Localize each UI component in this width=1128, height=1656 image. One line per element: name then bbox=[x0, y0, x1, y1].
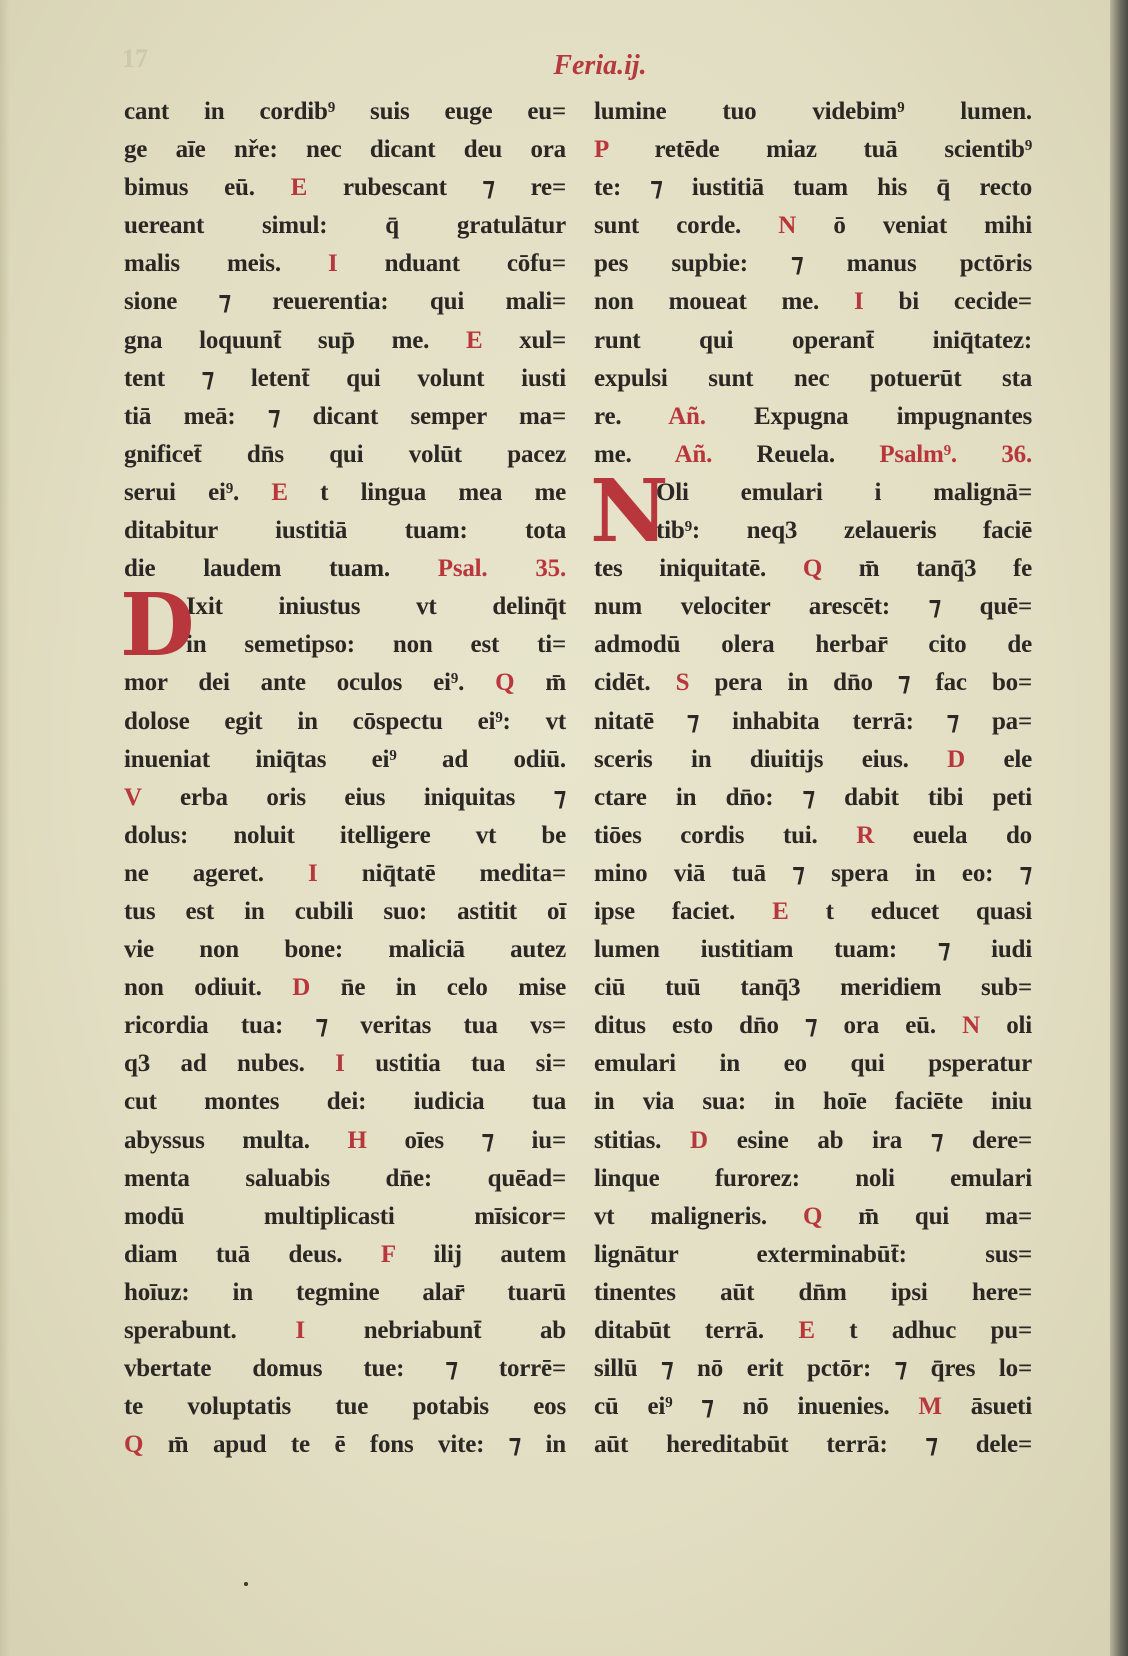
text-line bbox=[124, 131, 566, 169]
text-line bbox=[594, 169, 1032, 207]
text-segment: niq̄tatē medita= bbox=[317, 859, 566, 887]
text-segment: cū ei⁹ ⁊ nō inuenies. bbox=[594, 1393, 919, 1421]
text-segment: die laudem tuam. bbox=[124, 555, 438, 583]
text-line bbox=[594, 626, 1032, 664]
text-segment: re. bbox=[594, 402, 669, 430]
page-left-edge bbox=[0, 0, 10, 1656]
drop-cap-initial: N bbox=[590, 461, 669, 562]
text-segment: tib⁹: neq3 zelaueris faciē bbox=[656, 517, 1032, 545]
text-segment: ciū tuū tanq̄3 meridiem sub= bbox=[594, 974, 1032, 1002]
page-right-edge-shadow bbox=[1110, 0, 1128, 1656]
text-segment: ustitia tua si= bbox=[344, 1050, 566, 1078]
text-line bbox=[124, 93, 566, 131]
text-line bbox=[594, 1198, 1032, 1236]
text-line bbox=[594, 398, 1032, 436]
text-segment: m̄ apud te ē fons vite: ⁊ in bbox=[143, 1431, 566, 1459]
text-segment: āsueti bbox=[941, 1393, 1032, 1421]
text-line bbox=[124, 1122, 566, 1160]
text-column-left bbox=[120, 93, 567, 1464]
text-segment: Expugna impugnantes bbox=[705, 402, 1032, 430]
text-segment: vbertate domus tue: ⁊ torrē= bbox=[124, 1355, 566, 1383]
text-line bbox=[124, 1198, 566, 1236]
text-segment: mino viā tuā ⁊ spera in eo: ⁊ bbox=[594, 859, 1032, 887]
text-line bbox=[594, 93, 1032, 131]
text-line bbox=[124, 207, 566, 245]
text-line bbox=[124, 1426, 566, 1464]
text-segment: cant in cordib⁹ suis euge eu= bbox=[124, 98, 566, 125]
text-line bbox=[124, 817, 566, 855]
text-line bbox=[594, 969, 1032, 1007]
rubricated-text: R bbox=[856, 821, 875, 849]
text-line bbox=[124, 1160, 566, 1198]
rubricated-text: I bbox=[335, 1050, 345, 1078]
rubricated-text: E bbox=[271, 478, 288, 506]
text-segment: num velociter arescēt: ⁊ quē= bbox=[594, 593, 1032, 621]
text-segment: non odiuit. bbox=[124, 974, 293, 1002]
text-segment: tiā meā: ⁊ dicant semper ma= bbox=[124, 402, 566, 430]
text-line bbox=[594, 931, 1032, 969]
rubricated-text: Q bbox=[124, 1431, 144, 1459]
text-segment: rubescant ⁊ re= bbox=[307, 174, 566, 202]
rubricated-text: Q bbox=[802, 1202, 823, 1230]
text-line bbox=[124, 931, 566, 969]
rubricated-text: D bbox=[292, 974, 311, 1002]
text-line bbox=[594, 703, 1032, 741]
text-segment: runt qui operant̄ iniq̄tatez: bbox=[594, 326, 1032, 354]
text-segment: in via sua: in hoīe faciēte iniu bbox=[594, 1088, 1032, 1116]
text-line bbox=[124, 1388, 566, 1426]
text-segment: diam tuā deus. bbox=[124, 1240, 381, 1268]
text-segment: bi cecide= bbox=[863, 288, 1032, 316]
text-segment: te voluptatis tue potabis eos bbox=[124, 1393, 566, 1421]
text-segment: vt maligneris. bbox=[594, 1202, 803, 1230]
text-line bbox=[594, 1350, 1032, 1388]
rubricated-text: E bbox=[772, 897, 789, 925]
rubricated-text: I bbox=[308, 859, 318, 887]
text-line bbox=[594, 283, 1032, 321]
text-line bbox=[594, 1083, 1032, 1121]
text-line bbox=[594, 1312, 1032, 1350]
rubricated-text: I bbox=[295, 1317, 305, 1344]
text-segment: retēde miaz tuā scientib⁹ bbox=[607, 136, 1032, 164]
text-line bbox=[124, 1083, 566, 1121]
text-segment: lumine tuo videbim⁹ lumen. bbox=[594, 98, 1032, 125]
text-segment: serui ei⁹. bbox=[124, 478, 272, 506]
text-segment: uereant simul: q̄ gratulātur bbox=[124, 212, 566, 240]
text-segment: ilij autem bbox=[395, 1240, 566, 1268]
text-segment: t lingua mea me bbox=[287, 478, 567, 506]
ink-speck bbox=[244, 1582, 248, 1586]
text-segment: me. bbox=[594, 440, 675, 468]
text-segment: aūt hereditabūt terrā: ⁊ dele= bbox=[594, 1431, 1032, 1459]
text-line bbox=[124, 169, 566, 207]
text-line bbox=[594, 664, 1032, 702]
rubricated-text: Añ. bbox=[674, 440, 713, 468]
text-segment: ge aīe nře: nec dicant deu ora bbox=[124, 136, 566, 164]
text-segment: q3 ad nubes. bbox=[124, 1050, 336, 1078]
text-line bbox=[594, 207, 1032, 245]
text-segment: erba oris eius iniquitas ⁊ bbox=[141, 783, 566, 811]
text-segment: expulsi sunt nec potuerūt sta bbox=[594, 364, 1032, 392]
text-segment: te: ⁊ iustitiā tuam his q̄ recto bbox=[594, 174, 1032, 202]
text-line bbox=[594, 1274, 1032, 1312]
text-segment: sunt corde. bbox=[594, 212, 779, 240]
text-segment: Ixit iniustus vt delinq̄t bbox=[186, 593, 566, 621]
text-line bbox=[124, 1236, 566, 1274]
text-segment: tiōes cordis tui. bbox=[594, 821, 857, 849]
text-segment: ō veniat mihi bbox=[796, 212, 1033, 240]
text-line bbox=[594, 1007, 1032, 1045]
text-line bbox=[124, 1007, 566, 1045]
text-line bbox=[124, 360, 566, 398]
rubricated-text: Q bbox=[802, 555, 823, 583]
text-segment: bimus eū. bbox=[124, 174, 291, 202]
text-line bbox=[594, 855, 1032, 893]
text-segment: ne ageret. bbox=[124, 859, 309, 887]
text-line bbox=[124, 893, 566, 931]
text-segment: menta saluabis dn̄e: quēad= bbox=[124, 1164, 566, 1192]
rubricated-text: M bbox=[918, 1393, 942, 1421]
text-line bbox=[594, 1122, 1032, 1160]
rubricated-text: N bbox=[962, 1012, 980, 1040]
text-line bbox=[594, 741, 1032, 779]
text-segment: pera in dn̄o ⁊ fac bo= bbox=[689, 669, 1032, 697]
text-segment: abyssus multa. bbox=[124, 1126, 348, 1154]
rubricated-text: I bbox=[854, 288, 864, 316]
text-segment: tus est in cubili suo: astitit oī bbox=[124, 897, 566, 925]
rubricated-text: D bbox=[690, 1126, 708, 1154]
text-segment: Reuela. bbox=[712, 440, 880, 468]
text-segment: emulari in eo qui psperatur bbox=[594, 1050, 1032, 1078]
text-column-right bbox=[590, 93, 1033, 1464]
text-segment: oīes ⁊ iu= bbox=[366, 1126, 567, 1154]
text-segment: ricordia tua: ⁊ veritas tua vs= bbox=[124, 1012, 566, 1040]
text-segment: pes supbie: ⁊ manus pctōris bbox=[594, 250, 1032, 278]
text-segment: nitatē ⁊ inhabita terrā: ⁊ pa= bbox=[594, 707, 1032, 735]
text-segment: oli bbox=[979, 1012, 1033, 1040]
text-segment: ipse faciet. bbox=[594, 897, 773, 925]
rubricated-text: Psal. 35. bbox=[437, 555, 566, 583]
text-line bbox=[124, 474, 566, 512]
rubricated-text: Psalm⁹. 36. bbox=[879, 440, 1032, 468]
text-line bbox=[594, 779, 1032, 817]
text-segment: n̄e in celo mise bbox=[310, 974, 566, 1002]
text-line bbox=[124, 398, 566, 436]
text-segment: malis meis. bbox=[124, 250, 328, 278]
text-segment: lignātur exterminabūt̄: sus= bbox=[594, 1240, 1032, 1268]
rubricated-text: F bbox=[380, 1240, 395, 1268]
text-segment: tinentes aūt dn̄m ipsi here= bbox=[594, 1278, 1032, 1306]
rubricated-text: Q bbox=[495, 669, 515, 697]
text-line bbox=[124, 1312, 566, 1350]
text-line bbox=[124, 1350, 566, 1388]
text-line bbox=[594, 1388, 1032, 1426]
text-segment: gna loquunt̄ sup̄ me. bbox=[124, 326, 466, 354]
text-segment: mor dei ante oculos ei⁹. bbox=[124, 669, 496, 697]
rubricated-text: Añ. bbox=[668, 402, 706, 430]
text-line bbox=[594, 322, 1032, 360]
text-segment: euela do bbox=[874, 821, 1032, 849]
text-segment: tes iniquitatē. bbox=[594, 555, 803, 583]
rubricated-text: D bbox=[947, 745, 965, 773]
text-segment: ditabūt terrā. bbox=[594, 1317, 799, 1344]
running-title: Feria.ij. bbox=[553, 50, 647, 81]
text-segment: cidēt. bbox=[594, 669, 676, 697]
text-line bbox=[124, 855, 566, 893]
text-segment: t adhuc pu= bbox=[814, 1317, 1032, 1344]
text-line bbox=[124, 1045, 566, 1083]
text-line bbox=[594, 817, 1032, 855]
rubricated-text: E bbox=[798, 1317, 815, 1344]
text-line bbox=[124, 969, 566, 1007]
rubricated-text: E bbox=[290, 174, 308, 202]
text-segment: ditus esto dn̄o ⁊ ora eū. bbox=[594, 1012, 963, 1040]
text-segment: sceris in diuitijs eius. bbox=[594, 745, 948, 773]
text-line bbox=[594, 893, 1032, 931]
rubricated-text: P bbox=[594, 136, 608, 164]
text-line bbox=[594, 1160, 1032, 1198]
text-segment: stitias. bbox=[594, 1126, 690, 1154]
text-segment: dolose egit in cōspectu ei⁹: vt bbox=[124, 707, 566, 735]
text-segment: modū multiplicasti mīsicor= bbox=[124, 1202, 566, 1230]
text-line bbox=[124, 512, 566, 550]
rubricated-text: E bbox=[465, 326, 483, 354]
text-segment: t educet quasi bbox=[788, 897, 1032, 925]
drop-cap-initial: D bbox=[120, 575, 195, 677]
text-segment: m̄ bbox=[514, 669, 567, 697]
text-segment: m̄ qui ma= bbox=[822, 1202, 1032, 1230]
text-line bbox=[124, 283, 566, 321]
text-segment: m̄ tanq̄3 fe bbox=[822, 555, 1032, 583]
text-segment: Oli emulari i malignā= bbox=[656, 478, 1032, 506]
text-line bbox=[594, 1426, 1032, 1464]
text-segment: linque furorez: noli emulari bbox=[594, 1164, 1032, 1192]
text-segment: ele bbox=[965, 745, 1032, 773]
rubricated-text: V bbox=[124, 783, 142, 811]
text-line bbox=[124, 322, 566, 360]
text-segment: sillū ⁊ nō erit pctōr: ⁊ q̄res lo= bbox=[594, 1355, 1032, 1383]
text-line bbox=[124, 779, 566, 817]
text-line bbox=[594, 131, 1032, 169]
text-line bbox=[124, 245, 566, 283]
text-segment: sperabunt. bbox=[124, 1317, 296, 1344]
text-line bbox=[594, 360, 1032, 398]
text-segment: esine ab ira ⁊ dere= bbox=[707, 1126, 1032, 1154]
text-segment: cut montes dei: iudicia tua bbox=[124, 1088, 566, 1116]
text-line bbox=[594, 1236, 1032, 1274]
text-segment: gnificet̄ dn̄s qui volūt pacez bbox=[124, 440, 566, 468]
text-segment: lumen iustitiam tuam: ⁊ iudi bbox=[594, 936, 1032, 964]
text-segment: non moueat me. bbox=[594, 288, 855, 316]
text-segment: nduant cōfu= bbox=[337, 250, 566, 278]
ghost-folio-number: 17 bbox=[122, 44, 148, 73]
text-segment: in semetipso: non est ti= bbox=[186, 631, 566, 659]
rubricated-text: I bbox=[327, 250, 338, 278]
text-line bbox=[124, 1274, 566, 1312]
text-segment: tent ⁊ letent̄ qui volunt iusti bbox=[124, 364, 566, 392]
text-line bbox=[124, 741, 566, 779]
text-segment: ctare in dn̄o: ⁊ dabit tibi peti bbox=[594, 783, 1032, 811]
text-segment: nebriabunt̄ ab bbox=[304, 1317, 566, 1344]
text-segment: hoīuz: in tegmine alar̄ tuarū bbox=[124, 1278, 566, 1306]
text-line bbox=[594, 1045, 1032, 1083]
rubricated-text: H bbox=[347, 1126, 367, 1154]
text-segment: dolus: noluit itelligere vt be bbox=[124, 821, 566, 849]
text-segment: sione ⁊ reuerentia: qui mali= bbox=[124, 288, 566, 316]
text-line bbox=[594, 245, 1032, 283]
text-segment: inueniat iniq̄tas ei⁹ ad odiū. bbox=[124, 745, 566, 773]
text-segment: vie non bone: maliciā autez bbox=[124, 936, 566, 964]
text-segment: xul= bbox=[482, 326, 566, 354]
text-line bbox=[124, 436, 566, 474]
rubricated-text: N bbox=[778, 212, 797, 240]
text-segment: ditabitur iustitiā tuam: tota bbox=[124, 517, 566, 545]
text-line bbox=[594, 588, 1032, 626]
rubricated-text: S bbox=[675, 669, 690, 697]
text-segment: admodū olera herbar̄ cito de bbox=[594, 631, 1032, 659]
text-line bbox=[124, 703, 566, 741]
